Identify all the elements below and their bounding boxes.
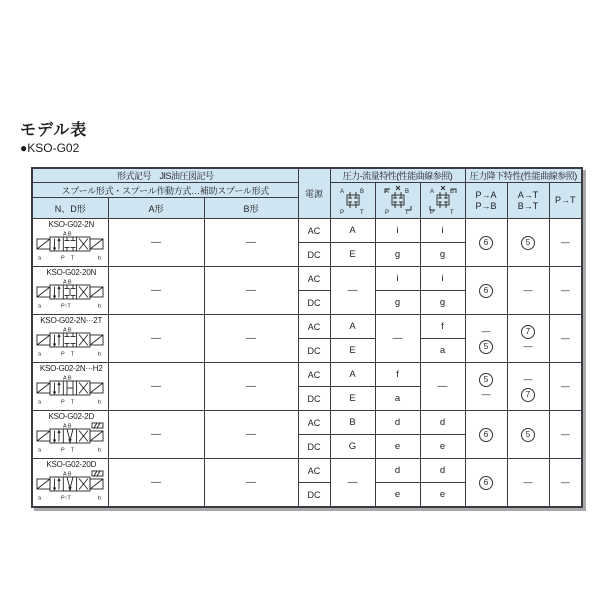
a-type-cell: —: [108, 315, 204, 363]
svg-text:P: P: [429, 210, 434, 216]
a-type-cell: —: [108, 459, 204, 508]
a-type-cell: —: [108, 219, 204, 267]
header-flow-symbol: [420, 183, 465, 219]
drop-cell-0: [465, 219, 507, 267]
table-head: [32, 168, 582, 219]
model-cell: [32, 315, 108, 363]
circled-number: 6: [479, 428, 493, 442]
header-power: 電源: [298, 168, 330, 219]
drop-cell-1: [507, 267, 549, 315]
drop-value: [466, 283, 507, 298]
flow-cell-dc-0: G: [330, 435, 375, 459]
circled-number: 6: [479, 476, 493, 490]
svg-text:a: a: [38, 447, 42, 453]
circled-number: 5: [521, 428, 535, 442]
flow-cell-merged-0: —: [330, 267, 375, 315]
drop-value: —: [523, 285, 533, 295]
model-table: [31, 167, 583, 508]
svg-text:b: b: [98, 495, 102, 501]
power-cell-ac: AC: [298, 363, 330, 387]
drop-direction-label: P→B: [475, 200, 497, 211]
header-drop-section: 圧力降下特性(性能曲線参照): [465, 168, 582, 183]
svg-text:T: T: [359, 210, 364, 216]
drop-direction-label: P→T: [554, 195, 576, 205]
power-cell-dc: DC: [298, 339, 330, 363]
header-flow-section: 圧力-流量特性(性能曲線参照): [330, 168, 465, 183]
header-drop-col-1: [507, 183, 549, 219]
header-flow-symbol: [375, 183, 420, 219]
model-name: KSO-G02-20N: [46, 268, 97, 277]
flow-cell-ac-0: A: [330, 363, 375, 387]
drop-direction-label: B→T: [517, 200, 539, 211]
valve-symbol: [33, 230, 108, 266]
drop-cell-0: [465, 315, 507, 363]
power-cell-dc: DC: [298, 243, 330, 267]
valve-center-closed-detent-a-icon: [378, 183, 418, 216]
valve-symbol-20N-icon: [34, 278, 106, 309]
drop-value: —: [560, 237, 570, 247]
a-type-cell: —: [108, 363, 204, 411]
drop-direction-label: P→A: [475, 189, 497, 200]
drop-value: [508, 324, 549, 339]
svg-text:b: b: [98, 303, 102, 309]
flow-cell-ac-1: i: [375, 219, 420, 243]
flow-cell-merged-1: —: [375, 315, 420, 363]
drop-value: —: [523, 340, 533, 351]
flow-cell-dc-1: e: [375, 435, 420, 459]
circled-number: 5: [479, 340, 493, 354]
model-cell: [32, 267, 108, 315]
flow-cell-ac-0: B: [330, 411, 375, 435]
svg-text:b: b: [98, 351, 102, 357]
svg-text:a: a: [38, 399, 42, 405]
svg-text:T: T: [449, 210, 454, 216]
power-cell-ac: AC: [298, 315, 330, 339]
power-cell-dc: DC: [298, 291, 330, 315]
flow-cell-dc-2: g: [420, 243, 465, 267]
header-drop-col-2: [549, 183, 582, 219]
power-cell-ac: AC: [298, 411, 330, 435]
header-spool-section: スプール形式・スプール作動方式…補助スプール形式: [32, 183, 298, 198]
flow-cell-ac-2: d: [420, 411, 465, 435]
drop-value: [466, 475, 507, 490]
power-cell-ac: AC: [298, 267, 330, 291]
svg-text:A B: A B: [63, 423, 72, 430]
svg-text:b: b: [98, 447, 102, 453]
drop-value: [508, 387, 549, 402]
b-type-cell: —: [204, 459, 298, 508]
flow-cell-ac-2: d: [420, 459, 465, 483]
svg-text:P: P: [61, 447, 65, 453]
power-cell-ac: AC: [298, 459, 330, 483]
svg-text:a: a: [38, 495, 42, 501]
svg-text:P↑T: P↑T: [61, 495, 72, 501]
svg-text:A B: A B: [63, 471, 72, 478]
b-type-cell: —: [204, 363, 298, 411]
drop-value: —: [481, 388, 491, 399]
drop-cell-0: [465, 459, 507, 508]
svg-text:P: P: [384, 210, 389, 216]
header-flow-symbol: [330, 183, 375, 219]
drop-cell-2: [549, 267, 582, 315]
a-type-cell: —: [108, 267, 204, 315]
drop-value: [508, 235, 549, 250]
circled-number: 6: [479, 236, 493, 250]
page-subtitle: ●KSO-G02: [20, 141, 80, 155]
svg-text:a: a: [38, 351, 42, 357]
flow-cell-dc-2: e: [420, 483, 465, 507]
drop-cell-1: [507, 363, 549, 411]
drop-value: [466, 235, 507, 250]
drop-value: —: [560, 333, 570, 343]
svg-text:A: A: [384, 189, 389, 195]
model-cell: [32, 411, 108, 459]
flow-cell-dc-2: e: [420, 435, 465, 459]
svg-text:A B: A B: [63, 375, 72, 382]
flow-cell-ac-2: i: [420, 219, 465, 243]
drop-cell-1: [507, 459, 549, 508]
svg-text:P↑T: P↑T: [61, 303, 72, 309]
model-name: KSO-G02-2N···2T: [40, 316, 103, 325]
model-cell: [32, 363, 108, 411]
drop-value: —: [560, 477, 570, 487]
header-drop-col-0: [465, 183, 507, 219]
svg-text:A: A: [339, 189, 344, 195]
model-cell: [32, 219, 108, 267]
flow-cell-dc-2: a: [420, 339, 465, 363]
a-type-cell: —: [108, 411, 204, 459]
svg-text:A B: A B: [63, 231, 72, 238]
drop-cell-0: [465, 267, 507, 315]
valve-symbol-20D-icon: [34, 470, 106, 501]
valve-center-closed-icon: [333, 183, 373, 216]
svg-text:A B: A B: [63, 279, 72, 286]
svg-text:P: P: [61, 399, 65, 405]
drop-value: [466, 339, 507, 354]
flow-cell-dc-1: g: [375, 291, 420, 315]
svg-text:P: P: [61, 351, 65, 357]
flow-cell-dc-1: e: [375, 483, 420, 507]
power-cell-dc: DC: [298, 483, 330, 507]
drop-value: —: [560, 381, 570, 391]
model-name: KSO-G02-2N···H2: [39, 364, 103, 373]
circled-number: 5: [479, 373, 493, 387]
drop-cell-1: [507, 219, 549, 267]
valve-symbol: [33, 374, 108, 410]
b-type-cell: —: [204, 411, 298, 459]
drop-value: —: [560, 429, 570, 439]
svg-text:T: T: [71, 255, 75, 261]
drop-cell-2: [549, 315, 582, 363]
svg-text:B: B: [359, 189, 364, 195]
svg-text:B: B: [449, 189, 454, 195]
flow-cell-dc-0: E: [330, 243, 375, 267]
power-cell-dc: DC: [298, 435, 330, 459]
svg-text:b: b: [98, 255, 102, 261]
svg-text:b: b: [98, 399, 102, 405]
valve-symbol-2D-icon: [34, 422, 106, 453]
svg-text:B: B: [404, 189, 409, 195]
circled-number: 5: [521, 236, 535, 250]
circled-number: 6: [479, 284, 493, 298]
svg-text:T: T: [71, 447, 75, 453]
valve-symbol: [33, 422, 108, 458]
drop-value: —: [523, 373, 533, 384]
flow-cell-ac-2: i: [420, 267, 465, 291]
flow-cell-ac-1: d: [375, 459, 420, 483]
circled-number: 7: [521, 388, 535, 402]
drop-cell-0: [465, 411, 507, 459]
circled-number: 7: [521, 325, 535, 339]
valve-symbol: [33, 326, 108, 362]
svg-text:P: P: [61, 255, 65, 261]
drop-value: [466, 427, 507, 442]
power-cell-ac: AC: [298, 219, 330, 243]
power-cell-dc: DC: [298, 387, 330, 411]
drop-cell-2: [549, 459, 582, 508]
svg-text:T: T: [71, 351, 75, 357]
model-name: KSO-G02-2D: [48, 412, 95, 421]
flow-cell-ac-0: A: [330, 315, 375, 339]
page-title: モデル表: [20, 122, 88, 139]
valve-symbol-2T-icon: [34, 326, 106, 357]
drop-value: [466, 372, 507, 387]
header-model-section: 形式記号 JIS油圧図記号: [32, 168, 298, 183]
flow-cell-ac-2: f: [420, 315, 465, 339]
drop-cell-2: [549, 411, 582, 459]
flow-cell-dc-0: E: [330, 387, 375, 411]
drop-value: [508, 427, 549, 442]
header-type-col-2: B形: [204, 198, 298, 219]
table-body: [32, 219, 582, 508]
header-type-col-1: A形: [108, 198, 204, 219]
valve-symbol-2N-icon: [34, 230, 106, 261]
valve-symbol: [33, 278, 108, 314]
flow-cell-merged-2: —: [420, 363, 465, 411]
model-name: KSO-G02-2N: [48, 220, 95, 229]
flow-cell-merged-0: —: [330, 459, 375, 508]
svg-text:A B: A B: [63, 327, 72, 334]
drop-value: —: [560, 285, 570, 295]
valve-symbol: [33, 470, 108, 506]
model-cell: [32, 459, 108, 508]
drop-value: —: [481, 325, 491, 336]
drop-cell-2: [549, 219, 582, 267]
flow-cell-ac-0: A: [330, 219, 375, 243]
drop-cell-1: [507, 315, 549, 363]
svg-text:a: a: [38, 255, 42, 261]
b-type-cell: —: [204, 219, 298, 267]
svg-text:a: a: [38, 303, 42, 309]
flow-cell-ac-1: i: [375, 267, 420, 291]
drop-value: —: [523, 477, 533, 487]
valve-symbol-H2-icon: [34, 374, 106, 405]
drop-cell-0: [465, 363, 507, 411]
header-type-col-0: N、D形: [32, 198, 108, 219]
flow-cell-dc-1: a: [375, 387, 420, 411]
flow-cell-dc-1: g: [375, 243, 420, 267]
svg-text:T: T: [71, 399, 75, 405]
flow-cell-ac-1: f: [375, 363, 420, 387]
drop-direction-label: A→T: [517, 189, 539, 200]
drop-cell-2: [549, 363, 582, 411]
svg-text:P: P: [339, 210, 344, 216]
svg-text:A: A: [429, 189, 434, 195]
valve-center-closed-detent-b-icon: [423, 183, 463, 216]
flow-cell-ac-1: d: [375, 411, 420, 435]
b-type-cell: —: [204, 315, 298, 363]
model-name: KSO-G02-20D: [46, 460, 97, 469]
b-type-cell: —: [204, 267, 298, 315]
svg-text:T: T: [404, 210, 409, 216]
flow-cell-dc-0: E: [330, 339, 375, 363]
drop-cell-1: [507, 411, 549, 459]
flow-cell-dc-2: g: [420, 291, 465, 315]
